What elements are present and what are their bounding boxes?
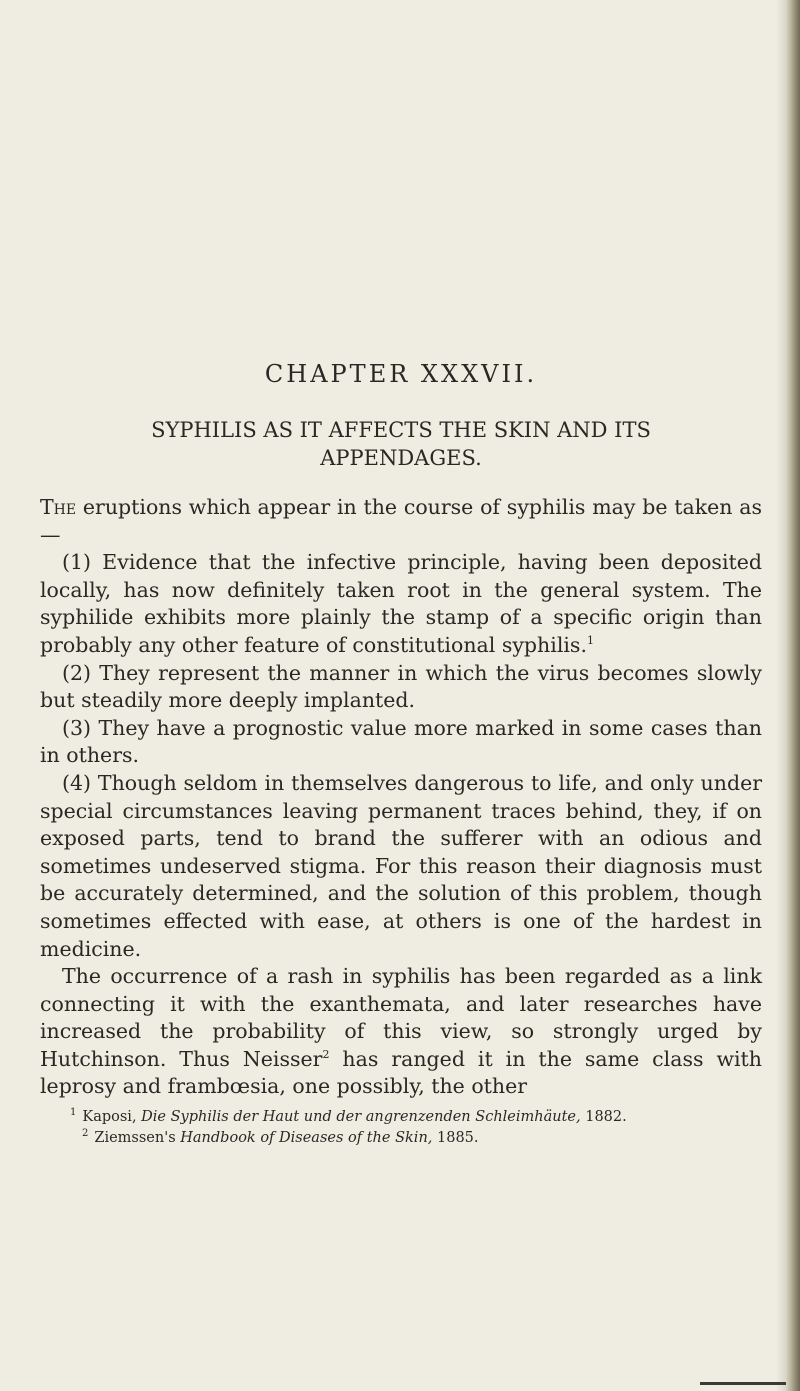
footnote-1-mark: 1 [70,1107,77,1119]
body-paragraph-text: The occurrence of a rash in syphilis has been regarded as a link connecting it with the exanthemata, and later researches have increased the probability of this view, so strongly urged by Hutchinson. Thus Neisser [40,964,762,1071]
list-item-1 [40,549,762,659]
chapter-heading: CHAPTER XXXVII. [264,360,538,388]
list-item-2-text: (2) They represent the manner in which the virus becomes slowly but steadily more deeply implanted. [40,660,762,713]
footnotes [40,1107,762,1149]
footnote-2-year: 1885. [437,1130,479,1147]
chapter-title-line-1: SYPHILIS AS IT AFFECTS THE SKIN AND ITS [151,418,651,442]
list-item-3-text: (3) They have a prognostic value more marked in some cases than in others. [40,715,762,768]
list-item-4-text: (4) Though seldom in themselves dangerous to life, and only under special circumstances leaving permanent traces behind, they, if on exposed parts, tend to brand the sufferer with an odious and sometimes undeserved stigma. For this reason their diagnosis must be accurately determined, and the solution of this problem, though sometimes effected with ease, at others is one of the hardest in medicine. [40,770,762,961]
list-item-4 [40,770,762,963]
footnote-1-year: 1882. [585,1109,627,1126]
page-content [40,360,762,1149]
footnote-2 [40,1128,762,1149]
page-edge [786,0,800,1391]
chapter-title [40,416,762,472]
intro-lead-word: The [40,495,77,519]
list-item-3 [40,715,762,770]
intro-text: eruptions which appear in the course of syphilis may be taken as— [40,495,762,547]
footnote-2-mark: 2 [82,1128,89,1140]
footnote-1-author: Kaposi, [82,1109,137,1126]
list-item-2 [40,660,762,715]
page-gutter-shadow [776,0,786,1391]
footnote-ref-1: 1 [586,634,594,648]
footnote-1 [40,1107,762,1128]
footnote-1-title: Die Syphilis der Haut und der angrenzenden Schleimhäute, [141,1109,581,1126]
chapter-title-line-2: APPENDAGES. [320,446,482,470]
footnote-2-author: Ziemssen's [94,1130,176,1147]
intro-paragraph [40,494,762,549]
footnote-ref-2: 2 [322,1048,330,1062]
footnote-2-title: Handbook of Diseases of the Skin, [180,1130,433,1147]
list-item-1-text: (1) Evidence that the infective principle, having been deposited locally, has now definitely taken root in the general system. The syphilide exhibits more plainly the stamp of a specific origin than probably any other feature of constitutional syphilis. [40,550,762,657]
page-bottom-rule [700,1382,786,1385]
body-paragraph [40,963,762,1101]
body-paragraph-text-cont: has ranged it in the same class with leprosy and frambœsia, one possibly, the other [40,1046,762,1099]
